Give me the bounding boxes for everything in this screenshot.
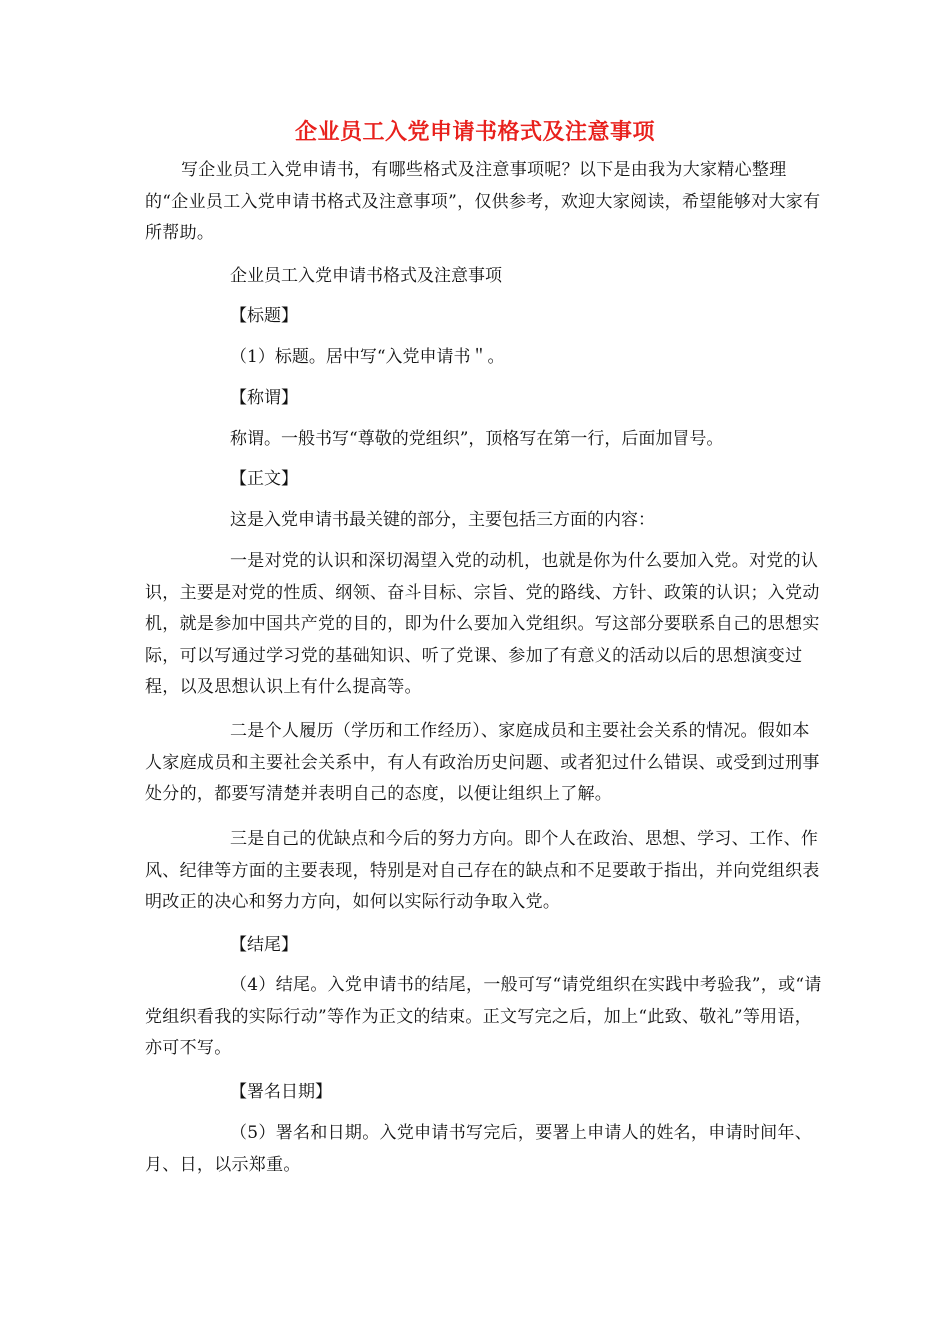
signature-section-text: （5）署名和日期。入党申请书写完后，要署上申请人的姓名，申请时间年、月、日，以示郑重。 (145, 1123, 813, 1175)
salutation-section-heading: 【称谓】 (230, 388, 298, 408)
ending-section-heading: 【结尾】 (230, 935, 298, 955)
body-point-1: 一是对党的认识和深切渴望入党的动机，也就是你为什么要加入党。对党的认识，主要是对党的性质、纲领、奋斗目标、宗旨、党的路线、方针、政策的认识；入党动机，就是参加中国共产党的目的，即为什么要加入党组织。写这部分要联系自己的思想实际，可以写通过学习党的基础知识、听了党课、参加了有意义的活动以后的思想演变过程，以及思想认识上有什么提高等。 (145, 551, 820, 697)
intro-paragraph: 写企业员工入党申请书，有哪些格式及注意事项呢？以下是由我为大家精心整理的“企业员工入党申请书格式及注意事项”，仅供参考，欢迎大家阅读，希望能够对大家有所帮助。 (145, 160, 821, 243)
document-title: 企业员工入党申请书格式及注意事项 (294, 120, 655, 145)
title-section-heading: 【标题】 (230, 306, 298, 326)
salutation-section-text: 称谓。一般书写“尊敬的党组织”，顶格写在第一行，后面加冒号。 (230, 429, 724, 449)
ending-section-text: （4）结尾。入党申请书的结尾，一般可写“请党组织在实践中考验我”，或“请党组织看我的实际行动”等作为正文的结束。正文写完之后，加上“此致、敬礼”等用语，亦可不写。 (145, 975, 822, 1058)
signature-section-heading: 【署名日期】 (230, 1082, 332, 1102)
body-section-heading: 【正文】 (230, 469, 298, 489)
body-section-intro: 这是入党申请书最关键的部分，主要包括三方面的内容： (230, 510, 655, 530)
body-point-2: 二是个人履历（学历和工作经历）、家庭成员和主要社会关系的情况。假如本人家庭成员和主要社会关系中，有人有政治历史问题、或者犯过什么错误、或受到过刑事处分的，都要写清楚并表明自己的态度，以便让组织上了解。 (145, 721, 820, 804)
body-point-3: 三是自己的优缺点和今后的努力方向。即个人在政治、思想、学习、工作、作风、纪律等方面的主要表现，特别是对自己存在的缺点和不足要敢于指出，并向党组织表明改正的决心和努力方向，如何以实际行动争取入党。 (145, 829, 820, 912)
subtitle: 企业员工入党申请书格式及注意事项 (230, 266, 502, 286)
title-section-text: （1）标题。居中写“入党申请书＂。 (230, 347, 505, 367)
